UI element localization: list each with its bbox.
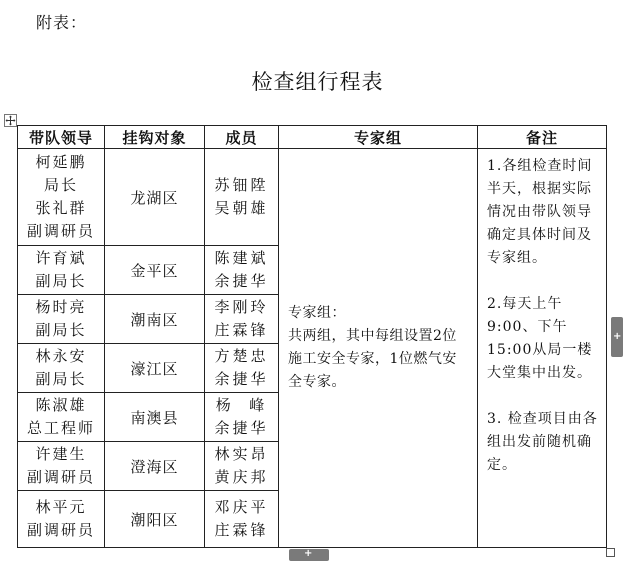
leader-line: 杨时亮 — [35, 298, 87, 316]
plus-icon: + — [613, 331, 622, 342]
member-name: 黄庆邦 — [214, 468, 269, 486]
members-cell — [205, 393, 279, 442]
target-cell: 潮南区 — [105, 295, 205, 344]
leader-line: 副局长 — [35, 321, 87, 339]
target-cell: 澄海区 — [105, 442, 205, 491]
remark-item: 2.每天上午9:00、下午15:00从局一楼大堂集中出发。 — [487, 296, 593, 381]
members-cell — [205, 491, 279, 548]
leader-line: 副局长 — [35, 272, 87, 290]
target-cell: 龙湖区 — [105, 149, 205, 246]
insert-column-button[interactable] — [611, 317, 623, 357]
target-cell: 金平区 — [105, 246, 205, 295]
leader-line: 副调研员 — [26, 468, 95, 486]
insert-row-button[interactable] — [289, 549, 329, 561]
expert-group-cell — [279, 149, 478, 548]
target-cell: 潮阳区 — [105, 491, 205, 548]
member-name: 李刚玲 — [214, 298, 269, 316]
header-expert: 专家组 — [279, 126, 478, 149]
header-leader: 带队领导 — [18, 126, 105, 149]
leader-cell — [18, 344, 105, 393]
member-name: 邓庆平 — [214, 498, 269, 516]
leader-line: 许育斌 — [35, 249, 87, 267]
leader-line: 局长 — [43, 176, 78, 194]
table-header-row — [18, 126, 607, 149]
table-move-handle-icon[interactable] — [4, 114, 17, 127]
header-remarks: 备注 — [478, 126, 607, 149]
leader-line: 总工程师 — [26, 419, 95, 437]
header-members: 成员 — [205, 126, 279, 149]
member-name: 林实昂 — [214, 445, 269, 463]
leader-line: 副调研员 — [26, 222, 95, 240]
target-cell: 南澳县 — [105, 393, 205, 442]
member-name: 余捷华 — [214, 370, 269, 388]
members-cell — [205, 344, 279, 393]
leader-line: 副局长 — [35, 370, 87, 388]
remarks-cell — [478, 149, 607, 548]
remark-item: 1.各组检查时间半天，根据实际情况由带队领导确定具体时间及专家组。 — [487, 158, 593, 266]
member-name: 庄霖锋 — [214, 321, 269, 339]
leader-line: 张礼群 — [35, 199, 87, 217]
leader-cell — [18, 491, 105, 548]
target-cell: 濠江区 — [105, 344, 205, 393]
leader-cell — [18, 393, 105, 442]
leader-line: 许建生 — [35, 445, 87, 463]
inspection-schedule-table — [17, 125, 607, 548]
member-name: 余捷华 — [214, 272, 269, 290]
member-name: 吴朝雄 — [214, 199, 269, 217]
leader-cell — [18, 149, 105, 246]
leader-cell — [18, 295, 105, 344]
leader-cell — [18, 442, 105, 491]
expert-description: 共两组，其中每组设置2位施工安全专家，1位燃气安全专家。 — [288, 328, 457, 390]
leader-line: 副调研员 — [26, 521, 95, 539]
members-cell — [205, 442, 279, 491]
member-name: 方楚忠 — [214, 347, 269, 365]
member-name: 陈建斌 — [214, 249, 269, 267]
leader-line: 林平元 — [35, 498, 87, 516]
expert-heading: 专家组： — [288, 305, 346, 321]
member-name: 苏钿陞 — [214, 176, 269, 194]
leader-line: 林永安 — [35, 347, 87, 365]
leader-line: 柯延鹏 — [35, 153, 87, 171]
leader-line: 陈淑雄 — [35, 396, 87, 414]
member-name: 庄霖锋 — [214, 521, 269, 539]
plus-icon: + — [304, 548, 313, 559]
header-target: 挂钩对象 — [105, 126, 205, 149]
page-title: 检查组行程表 — [251, 70, 384, 94]
table-resize-handle[interactable] — [606, 548, 615, 557]
members-cell — [205, 149, 279, 246]
member-name: 杨 峰 — [215, 396, 268, 414]
remark-item: 3. 检查项目由各组出发前随机确定。 — [487, 411, 598, 473]
members-cell — [205, 295, 279, 344]
appendix-label: 附表： — [36, 13, 88, 32]
members-cell — [205, 246, 279, 295]
table-row — [18, 149, 607, 246]
leader-cell — [18, 246, 105, 295]
member-name: 余捷华 — [214, 419, 269, 437]
